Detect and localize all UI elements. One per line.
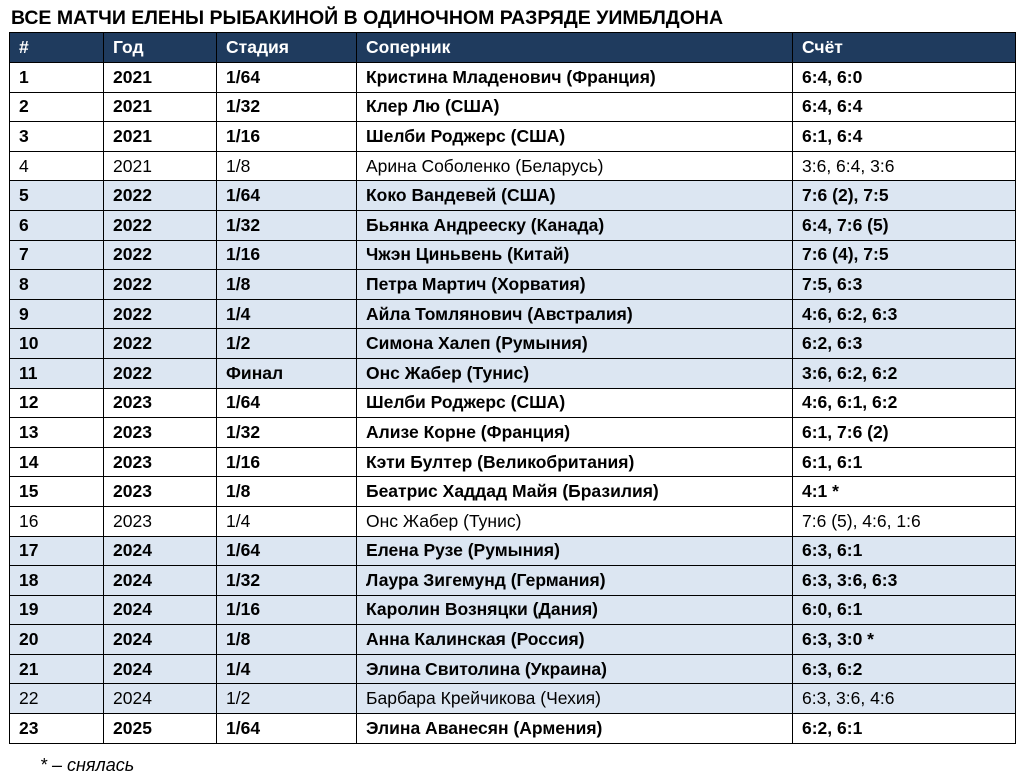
cell-year: 2021 <box>104 63 217 93</box>
cell-score: 6:1, 7:6 (2) <box>793 418 1016 448</box>
cell-stage: 1/4 <box>217 654 357 684</box>
cell-number: 9 <box>10 299 104 329</box>
cell-year: 2021 <box>104 151 217 181</box>
cell-number: 4 <box>10 151 104 181</box>
column-header-opponent: Соперник <box>357 33 793 63</box>
cell-opponent: Бьянка Андрееску (Канада) <box>357 210 793 240</box>
cell-number: 21 <box>10 654 104 684</box>
cell-stage: 1/64 <box>217 388 357 418</box>
cell-opponent: Коко Вандевей (США) <box>357 181 793 211</box>
column-header-year: Год <box>104 33 217 63</box>
cell-opponent: Елена Рузе (Румыния) <box>357 536 793 566</box>
table-row <box>10 418 1016 448</box>
table-row <box>10 92 1016 122</box>
cell-year: 2021 <box>104 92 217 122</box>
cell-score: 6:0, 6:1 <box>793 595 1016 625</box>
cell-score: 7:6 (2), 7:5 <box>793 181 1016 211</box>
cell-opponent: Онс Жабер (Тунис) <box>357 506 793 536</box>
cell-score: 6:3, 6:1 <box>793 536 1016 566</box>
cell-score: 6:4, 6:0 <box>793 63 1016 93</box>
cell-opponent: Айла Томлянович (Австралия) <box>357 299 793 329</box>
cell-number: 14 <box>10 447 104 477</box>
cell-year: 2023 <box>104 388 217 418</box>
cell-score: 7:5, 6:3 <box>793 270 1016 300</box>
cell-number: 5 <box>10 181 104 211</box>
matches-table <box>9 32 1016 744</box>
table-row <box>10 240 1016 270</box>
cell-opponent: Анна Калинская (Россия) <box>357 625 793 655</box>
cell-opponent: Кристина Младенович (Франция) <box>357 63 793 93</box>
table-row <box>10 388 1016 418</box>
cell-year: 2024 <box>104 536 217 566</box>
cell-score: 6:3, 3:6, 6:3 <box>793 566 1016 596</box>
table-row <box>10 684 1016 714</box>
cell-number: 3 <box>10 122 104 152</box>
column-header-stage: Стадия <box>217 33 357 63</box>
cell-year: 2022 <box>104 181 217 211</box>
cell-opponent: Клер Лю (США) <box>357 92 793 122</box>
cell-stage: 1/32 <box>217 92 357 122</box>
cell-score: 6:3, 3:0 * <box>793 625 1016 655</box>
cell-stage: 1/4 <box>217 506 357 536</box>
cell-number: 19 <box>10 595 104 625</box>
cell-score: 7:6 (5), 4:6, 1:6 <box>793 506 1016 536</box>
cell-opponent: Беатрис Хаддад Майя (Бразилия) <box>357 477 793 507</box>
cell-year: 2022 <box>104 210 217 240</box>
cell-year: 2022 <box>104 329 217 359</box>
cell-number: 16 <box>10 506 104 536</box>
table-row <box>10 595 1016 625</box>
table-row <box>10 181 1016 211</box>
cell-year: 2022 <box>104 299 217 329</box>
cell-score: 3:6, 6:2, 6:2 <box>793 358 1016 388</box>
cell-opponent: Элина Аванесян (Армения) <box>357 714 793 744</box>
table-row <box>10 447 1016 477</box>
cell-stage: 1/8 <box>217 625 357 655</box>
cell-score: 6:2, 6:3 <box>793 329 1016 359</box>
cell-year: 2025 <box>104 714 217 744</box>
cell-stage: 1/2 <box>217 329 357 359</box>
cell-number: 7 <box>10 240 104 270</box>
cell-stage: 1/8 <box>217 151 357 181</box>
cell-opponent: Ализе Корне (Франция) <box>357 418 793 448</box>
cell-opponent: Онс Жабер (Тунис) <box>357 358 793 388</box>
footnote: * – снялась <box>40 755 135 775</box>
cell-year: 2022 <box>104 240 217 270</box>
table-row <box>10 654 1016 684</box>
cell-year: 2023 <box>104 506 217 536</box>
table-row <box>10 329 1016 359</box>
cell-stage: 1/64 <box>217 536 357 566</box>
table-row <box>10 536 1016 566</box>
cell-score: 3:6, 6:4, 3:6 <box>793 151 1016 181</box>
cell-stage: 1/8 <box>217 270 357 300</box>
cell-stage: Финал <box>217 358 357 388</box>
cell-stage: 1/64 <box>217 181 357 211</box>
cell-stage: 1/8 <box>217 477 357 507</box>
cell-opponent: Петра Мартич (Хорватия) <box>357 270 793 300</box>
cell-opponent: Элина Свитолина (Украина) <box>357 654 793 684</box>
cell-year: 2024 <box>104 595 217 625</box>
cell-opponent: Барбара Крейчикова (Чехия) <box>357 684 793 714</box>
table-row <box>10 506 1016 536</box>
cell-stage: 1/2 <box>217 684 357 714</box>
cell-year: 2024 <box>104 684 217 714</box>
cell-number: 20 <box>10 625 104 655</box>
table-header <box>10 33 1016 63</box>
cell-opponent: Арина Соболенко (Беларусь) <box>357 151 793 181</box>
cell-number: 8 <box>10 270 104 300</box>
cell-score: 6:1, 6:1 <box>793 447 1016 477</box>
cell-score: 4:6, 6:1, 6:2 <box>793 388 1016 418</box>
cell-score: 4:1 * <box>793 477 1016 507</box>
cell-opponent: Шелби Роджерс (США) <box>357 122 793 152</box>
header-row <box>10 33 1016 63</box>
cell-score: 6:4, 7:6 (5) <box>793 210 1016 240</box>
table-row <box>10 63 1016 93</box>
cell-score: 6:3, 3:6, 4:6 <box>793 684 1016 714</box>
cell-year: 2023 <box>104 477 217 507</box>
cell-stage: 1/32 <box>217 418 357 448</box>
cell-number: 18 <box>10 566 104 596</box>
cell-opponent: Симона Халеп (Румыния) <box>357 329 793 359</box>
cell-stage: 1/16 <box>217 595 357 625</box>
cell-stage: 1/16 <box>217 240 357 270</box>
cell-year: 2024 <box>104 625 217 655</box>
cell-number: 17 <box>10 536 104 566</box>
cell-year: 2024 <box>104 566 217 596</box>
table-row <box>10 566 1016 596</box>
cell-stage: 1/32 <box>217 210 357 240</box>
table-row <box>10 122 1016 152</box>
cell-number: 15 <box>10 477 104 507</box>
cell-number: 22 <box>10 684 104 714</box>
cell-opponent: Лаура Зигемунд (Германия) <box>357 566 793 596</box>
cell-stage: 1/16 <box>217 122 357 152</box>
cell-score: 6:3, 6:2 <box>793 654 1016 684</box>
cell-score: 7:6 (4), 7:5 <box>793 240 1016 270</box>
cell-stage: 1/64 <box>217 714 357 744</box>
cell-score: 6:2, 6:1 <box>793 714 1016 744</box>
cell-number: 12 <box>10 388 104 418</box>
cell-number: 23 <box>10 714 104 744</box>
cell-number: 1 <box>10 63 104 93</box>
cell-stage: 1/32 <box>217 566 357 596</box>
cell-stage: 1/64 <box>217 63 357 93</box>
cell-year: 2022 <box>104 358 217 388</box>
table-row <box>10 210 1016 240</box>
cell-opponent: Чжэн Циньвень (Китай) <box>357 240 793 270</box>
cell-year: 2023 <box>104 418 217 448</box>
column-header-number: # <box>10 33 104 63</box>
cell-score: 4:6, 6:2, 6:3 <box>793 299 1016 329</box>
cell-score: 6:4, 6:4 <box>793 92 1016 122</box>
table-row <box>10 358 1016 388</box>
cell-score: 6:1, 6:4 <box>793 122 1016 152</box>
cell-year: 2023 <box>104 447 217 477</box>
cell-stage: 1/16 <box>217 447 357 477</box>
cell-number: 2 <box>10 92 104 122</box>
column-header-score: Счёт <box>793 33 1016 63</box>
cell-number: 11 <box>10 358 104 388</box>
cell-opponent: Каролин Возняцки (Дания) <box>357 595 793 625</box>
table-row <box>10 477 1016 507</box>
cell-number: 10 <box>10 329 104 359</box>
cell-opponent: Кэти Бултер (Великобритания) <box>357 447 793 477</box>
table-row <box>10 625 1016 655</box>
cell-number: 13 <box>10 418 104 448</box>
table-body <box>10 63 1016 744</box>
cell-year: 2022 <box>104 270 217 300</box>
cell-year: 2021 <box>104 122 217 152</box>
table-row <box>10 299 1016 329</box>
table-row <box>10 714 1016 744</box>
table-row <box>10 270 1016 300</box>
cell-year: 2024 <box>104 654 217 684</box>
cell-number: 6 <box>10 210 104 240</box>
page-title: ВСЕ МАТЧИ ЕЛЕНЫ РЫБАКИНОЙ В ОДИНОЧНОМ РАЗРЯДЕ УИМБЛДОНА <box>11 7 724 29</box>
table-row <box>10 151 1016 181</box>
cell-stage: 1/4 <box>217 299 357 329</box>
cell-opponent: Шелби Роджерс (США) <box>357 388 793 418</box>
